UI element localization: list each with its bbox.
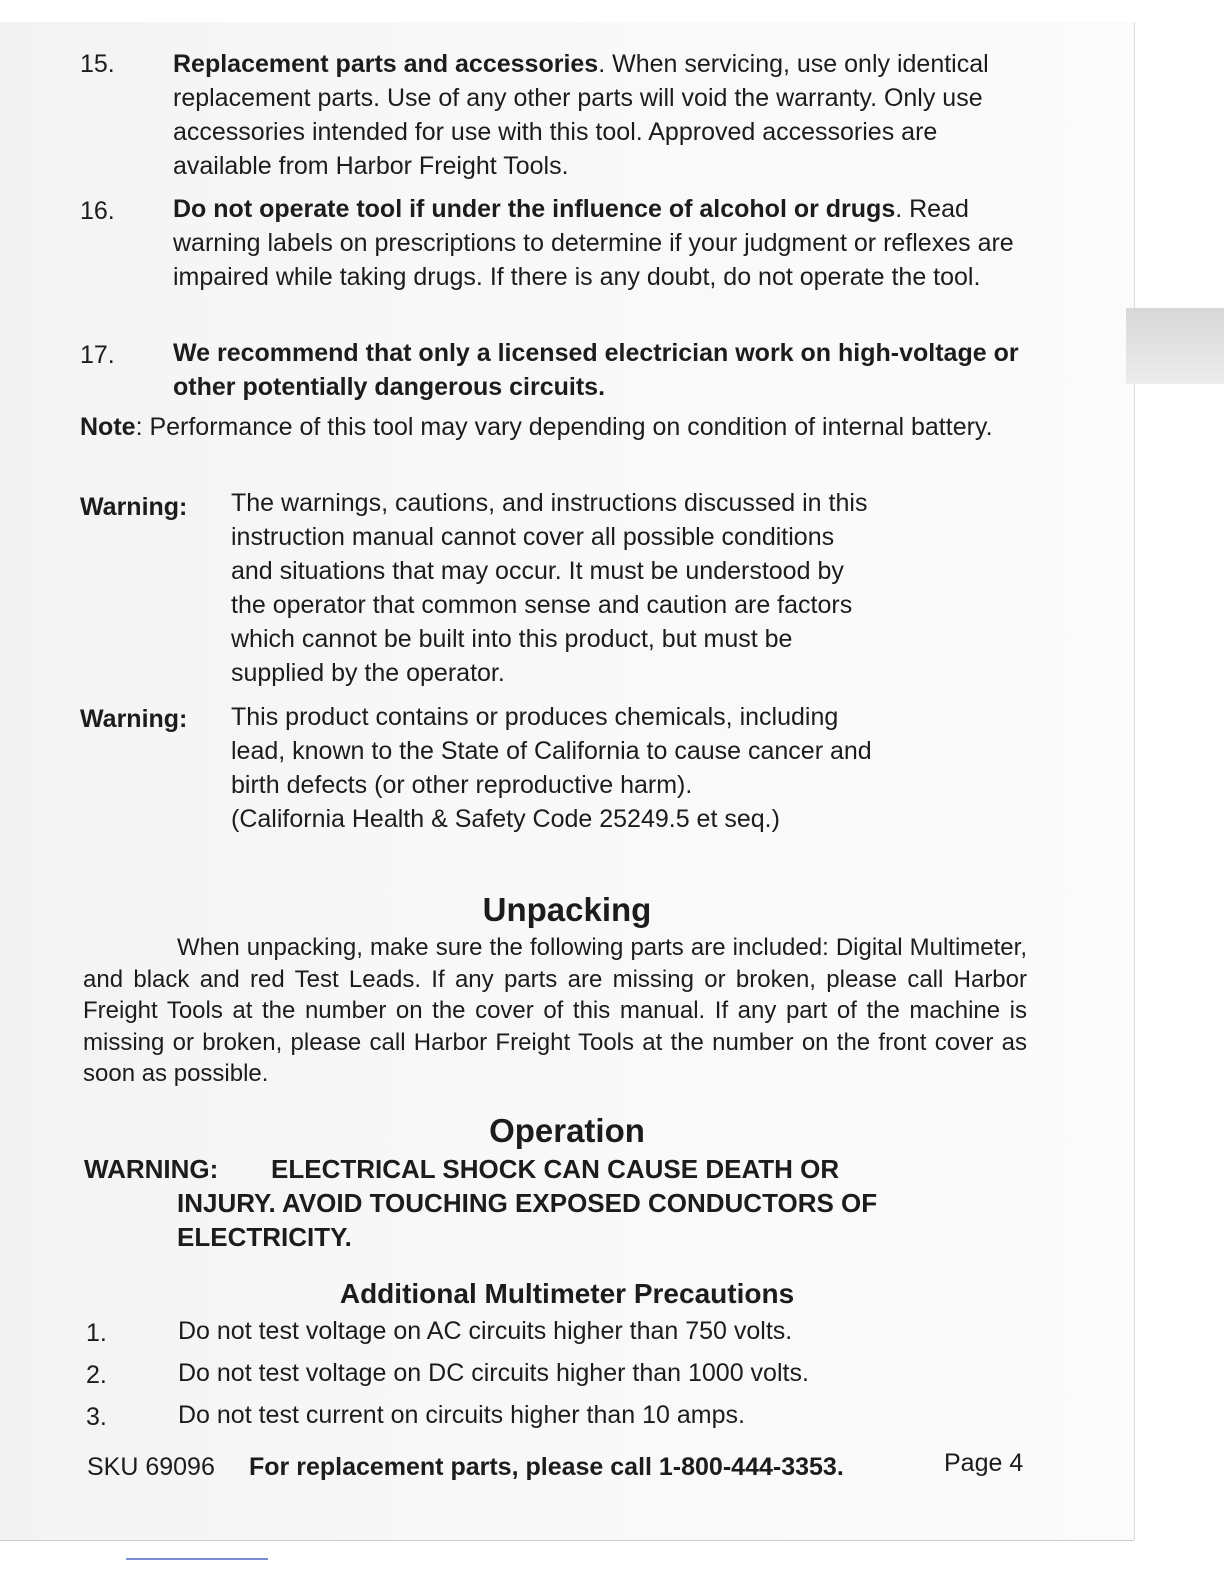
item-15-title: Replacement parts and accessories (173, 50, 599, 78)
warning-1-text: The warnings, cautions, and instructions discussed in this instruction manual cannot cover all possible conditions and situations that may occur. It must be understood by the operator that common sense and caution are factors which cannot be built into this product, but must be supplied by the operator. (231, 489, 868, 687)
operation-warning-label: WARNING: (84, 1154, 219, 1184)
page-bottom-edge (0, 1540, 1134, 1541)
operation-heading: Operation (489, 1112, 645, 1149)
note-paragraph (80, 410, 1020, 444)
warning-1-label: Warning: (80, 493, 188, 521)
item-16-title: Do not operate tool if under the influence of alcohol or drugs (173, 195, 896, 223)
precaution-1-number: 1. (86, 1319, 107, 1347)
unpacking-text: When unpacking, make sure the following parts are included: Digital Multimeter, and black and red Test Leads. If any parts are missing or broken, please call Harbor Freight Tools at the number on the cover of this manual. If any part of the machine is missing or broken, please call Harbor Freight Tools at the number on the front cover as soon as possible. (83, 934, 1027, 1087)
blue-underline-mark (126, 1558, 268, 1560)
item-17-paragraph: We recommend that only a licensed electrician work on high-voltage or other potentially dangerous circuits. (173, 339, 1019, 401)
scanner-edge-shadow (1126, 308, 1224, 384)
item-17-number: 17. (80, 341, 115, 369)
precaution-3-text: Do not test current on circuits higher than 10 amps. (178, 1401, 745, 1429)
item-16-number: 16. (80, 197, 115, 225)
footer-page-number: Page 4 (944, 1449, 1024, 1477)
item-16-paragraph (173, 192, 1033, 294)
item-16-text: . Read warning labels on prescriptions to determine if your judgment or reflexes are impaired while taking drugs. If there is any doubt, do not operate the tool. (173, 195, 1014, 291)
warning-2-body: This product contains or produces chemicals, including lead, known to the State of California to cause cancer and birth defects (or other reproductive harm). (231, 703, 872, 799)
item-15-number: 15. (80, 50, 115, 78)
unpacking-heading: Unpacking (482, 891, 652, 928)
warning-2-label: Warning: (80, 705, 188, 733)
precautions-heading: Additional Multimeter Precautions (339, 1278, 795, 1309)
precaution-3-number: 3. (86, 1403, 107, 1431)
note-label: Note (80, 413, 136, 441)
footer-sku: SKU 69096 (87, 1453, 215, 1481)
operation-warning-rest: INJURY. AVOID TOUCHING EXPOSED CONDUCTORS OF ELECTRICITY. (177, 1188, 878, 1252)
note-text: : Performance of this tool may vary depending on condition of internal battery. (135, 413, 993, 441)
operation-warning-line1: ELECTRICAL SHOCK CAN CAUSE DEATH OR (271, 1154, 840, 1184)
precaution-1-text: Do not test voltage on AC circuits higher than 750 volts. (178, 1317, 793, 1345)
footer-replacement-parts: For replacement parts, please call 1-800-444-3353. (249, 1453, 844, 1481)
item-15-text: . When servicing, use only identical replacement parts. Use of any other parts will void the warranty. Only use accessories intended for use with this tool. Approved accessories are available from Harbor Freight Tools. (173, 50, 989, 180)
item-15-paragraph (173, 47, 1033, 183)
precaution-2-text: Do not test voltage on DC circuits higher than 1000 volts. (178, 1359, 809, 1387)
precaution-2-number: 2. (86, 1361, 107, 1389)
warning-2-text (231, 700, 881, 836)
warning-2-code: (California Health & Safety Code 25249.5 et seq.) (231, 805, 780, 833)
